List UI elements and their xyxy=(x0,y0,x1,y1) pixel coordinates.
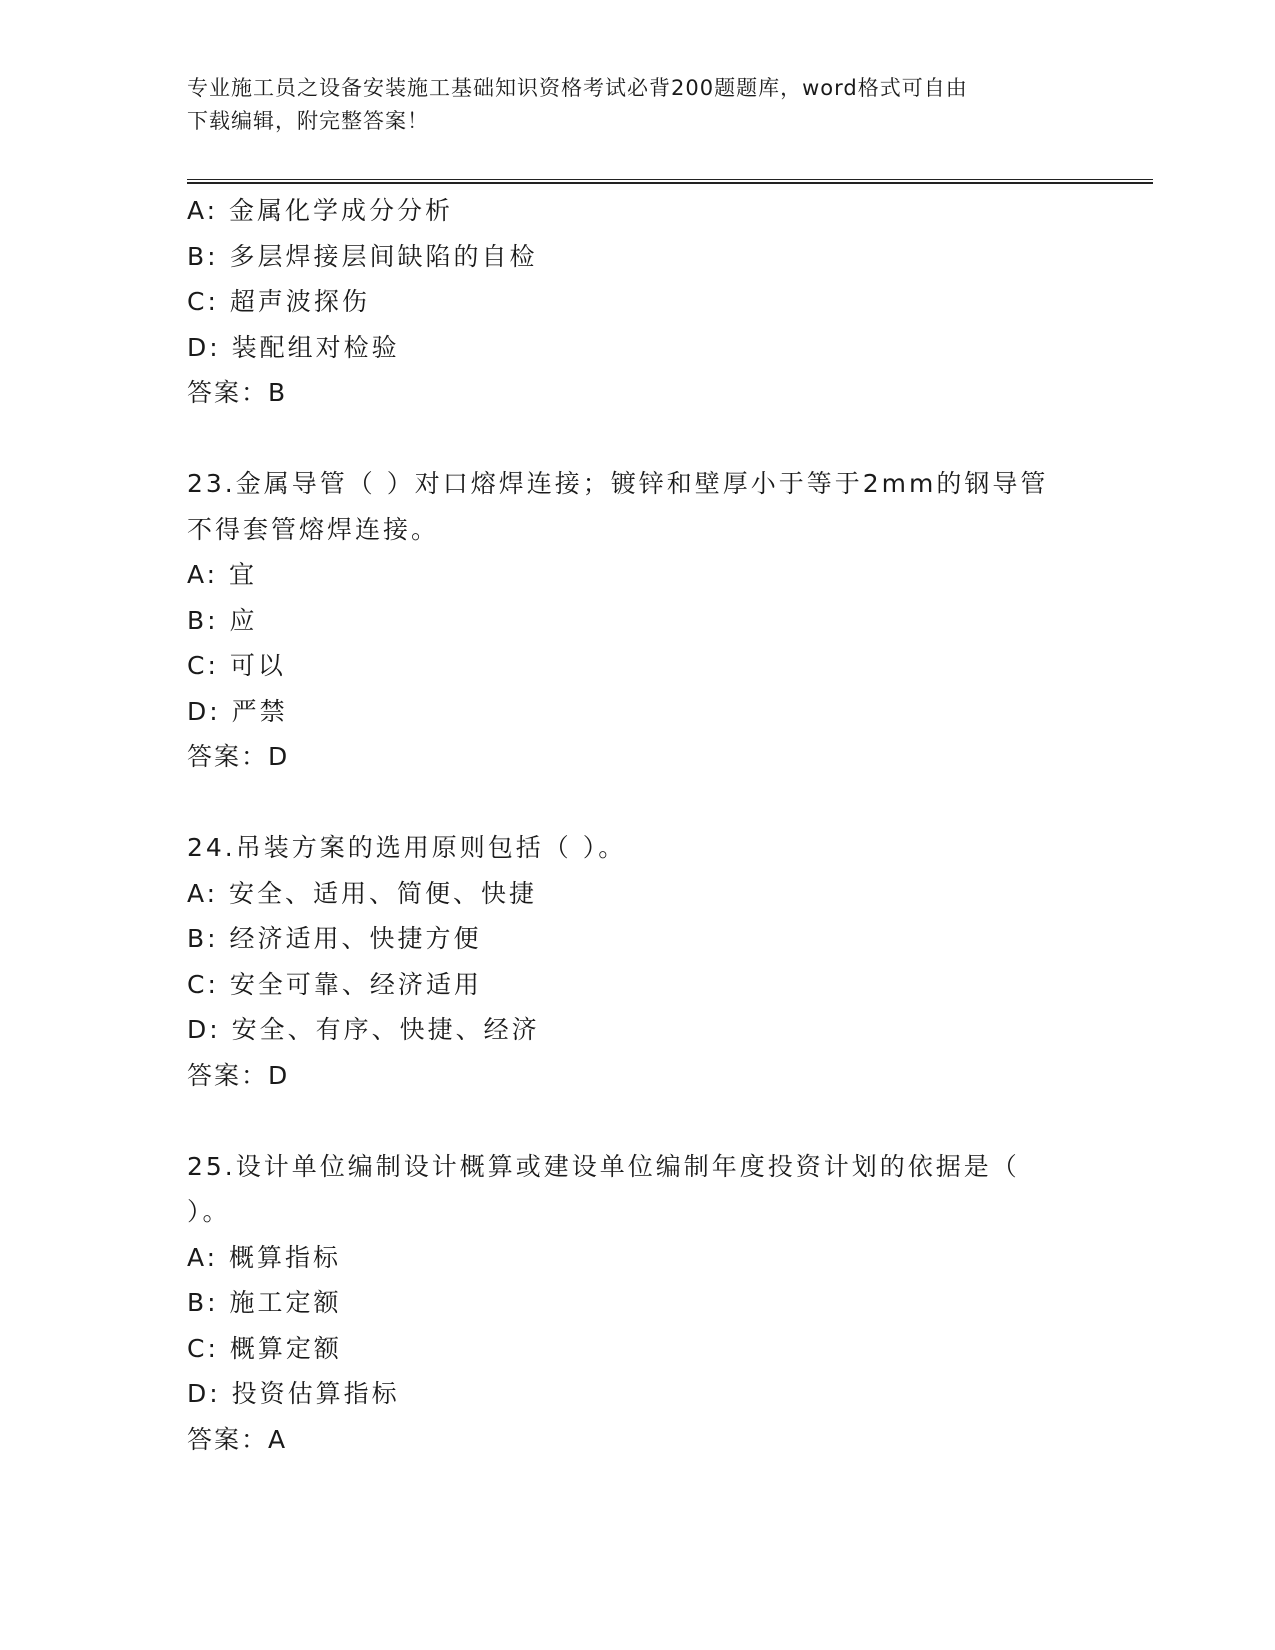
question-stem-line-1: 23.金属导管（ ）对口熔焊连接；镀锌和壁厚小于等于2mm的钢导管 xyxy=(187,469,1049,498)
option-b: B: 应 xyxy=(187,605,258,635)
header-title-line-2: 下载编辑，附完整答案！ xyxy=(187,109,429,133)
option-b: B: 多层焊接层间缺陷的自检 xyxy=(187,241,538,271)
option-a: A: 概算指标 xyxy=(187,1242,342,1272)
spacer xyxy=(187,780,1067,826)
option-b: B: 经济适用、快捷方便 xyxy=(187,924,482,953)
question-24 xyxy=(187,825,1067,1098)
question-stem-line-2: ）。 xyxy=(187,1197,231,1226)
option-a: A: 安全、适用、简便、快捷 xyxy=(187,878,538,908)
question-22-continued xyxy=(187,188,1067,416)
header-title-line-1: 专业施工员之设备安装施工基础知识资格考试必背200题题库，word格式可自由 xyxy=(187,76,968,100)
option-c: C: 概算定额 xyxy=(187,1333,342,1363)
header-divider-thin xyxy=(187,179,1153,180)
question-stem-line-2: 不得套管熔焊连接。 xyxy=(187,514,440,544)
option-a: A: 金属化学成分分析 xyxy=(187,196,454,225)
answer: 答案：B xyxy=(187,378,288,407)
option-c: C: 可以 xyxy=(187,651,286,680)
option-d: D: 安全、有序、快捷、经济 xyxy=(187,1015,540,1044)
question-stem-line-1: 25.设计单位编制设计概算或建设单位编制年度投资计划的依据是（ xyxy=(187,1151,1020,1181)
option-c: C: 超声波探伤 xyxy=(187,287,370,316)
question-25 xyxy=(187,1144,1067,1463)
option-d: D: 投资估算指标 xyxy=(187,1379,400,1408)
option-a: A: 宜 xyxy=(187,560,258,589)
document-header xyxy=(187,72,1067,138)
option-d: D: 装配组对检验 xyxy=(187,332,400,362)
spacer xyxy=(187,1098,1067,1144)
answer: 答案：D xyxy=(187,742,290,771)
header-divider-thick xyxy=(187,182,1153,184)
spacer xyxy=(187,416,1067,462)
question-23 xyxy=(187,461,1067,780)
question-stem-line-1: 24.吊装方案的选用原则包括（ ）。 xyxy=(187,833,627,862)
answer: 答案：D xyxy=(187,1060,290,1090)
question-list xyxy=(187,188,1067,1462)
option-d: D: 严禁 xyxy=(187,696,288,726)
option-b: B: 施工定额 xyxy=(187,1288,342,1317)
answer: 答案：A xyxy=(187,1424,288,1454)
option-c: C: 安全可靠、经济适用 xyxy=(187,969,482,999)
